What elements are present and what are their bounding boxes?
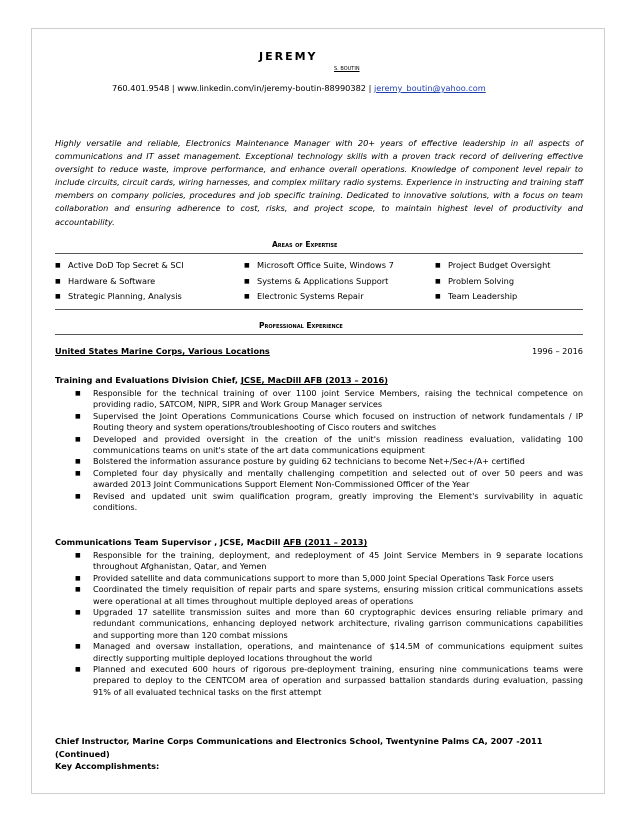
list-item: ■ Revised and updated unit swim qualification program, greatly improving the Element's survivability in aquatic conditions. (75, 490, 583, 513)
contact-info: 760.401.9548 | www.linkedin.com/in/jeremy-boutin-88990382 | (112, 83, 374, 93)
list-item: ■ Provided satellite and data communications support to more than 5,000 Joint Special Operations Task Force users (75, 572, 554, 583)
role-2-bullets (55, 550, 583, 698)
expertise-heading: Areas of Expertise (272, 240, 338, 249)
expertise-item: ■ Microsoft Office Suite, Windows 7 (244, 260, 394, 270)
contact-line (112, 83, 486, 93)
list-item: ■ Managed and oversaw installation, operations, and maintenance of $14.5M of communications equipment suites directly supporting multiple deployed locations throughout the world (75, 641, 583, 663)
role-3-block (55, 735, 583, 773)
list-item: ■ Bolstered the information assurance posture by guiding 62 technicians to become Net+/Sec+/A+ certified (75, 456, 525, 467)
list-item: ■ Upgraded 17 satellite transmission suites and more than 60 cryptographic devices ensuring reliable primary and redundant communications, enhancing deployed network architecture, rivaling garrison communications capabilities and supporting more than 120 combat missions (75, 607, 583, 640)
list-item: ■ Planned and executed 600 hours of rigorous pre-deployment training, ensuring nine communications teams were prepared to deploy to the CENTCOM area of operation and surpassed battalion standards during evaluation, passing 91% of all evaluated technical tasks on the first attempt (75, 664, 583, 697)
expertise-item: ■ Systems & Applications Support (244, 275, 389, 286)
first-name: JEREMY (259, 50, 318, 63)
organization-dates: 1996 – 2016 (532, 346, 583, 356)
expertise-item: ■ Active DoD Top Secret & SCI (55, 260, 184, 270)
expertise-col-1 (55, 260, 184, 307)
role-3-title: Chief Instructor, Marine Corps Communications and Electronics School, Twentynine Palms CA, 2007 -2011 (Continued) (55, 736, 543, 759)
role-2-title: Communications Team Supervisor , JCSE, MacDill AFB (2011 – 2013) (55, 537, 368, 547)
list-item: ■ Coordinated the timely requisition of repair parts and spare systems, ensuring mission critical communications assets were operational at all times throughout multiple deployed areas of operations (75, 584, 583, 606)
summary-paragraph: Highly versatile and reliable, Electronics Maintenance Manager with 20+ years of effective leadership in all aspects of communications and IT asset management. Exceptional technology skills with a proven track record of delivering effective oversight to reduce waste, improve performance, and enhance overall operations. Knowledge of component level repair to include circuits, circuit cards, wiring harnesses, and complex military radio systems. Experience in instructing and training staff members on company policies, procedures and job specific training. Dedicated to innovative solutions, with a focus on team collaboration and ensuring adherence to cost, risks, and project scope, to maintain highest level of productivity and accountability. (55, 138, 583, 227)
experience-heading: Professional Experience (259, 321, 343, 330)
expertise-item: ■ Electronic Systems Repair (244, 291, 364, 301)
list-item: ■ Responsible for the technical training of over 1100 joint Service Members, raising the technical competence on providing radio, SATCOM, NIPR, SIPR and Work Group Manager services (75, 388, 583, 410)
experience-divider-top (55, 309, 583, 310)
experience-divider-bottom (55, 334, 583, 335)
list-item: ■ Responsible for the training, deployment, and redeployment of 45 Joint Service Members in 9 separate locations throughout Afghanistan, Qatar, and Yemen (75, 550, 583, 572)
expertise-item: ■ Strategic Planning, Analysis (55, 291, 182, 301)
role-1-bullets (55, 388, 583, 513)
last-name: S. BOUTIN (334, 66, 360, 72)
organization-name: United States Marine Corps, Various Locations (55, 346, 270, 356)
key-accomplishments-heading: Key Accomplishments: (55, 761, 160, 771)
role-1-title: Training and Evaluations Division Chief, JCSE, MacDill AFB (2013 – 2016) (55, 375, 388, 385)
email-link[interactable]: jeremy_boutin@yahoo.com (373, 83, 486, 93)
expertise-item: ■ Hardware & Software (55, 275, 156, 286)
list-item: ■ Supervised the Joint Operations Communications Course which focused on instruction of network fundamentals / IP Routing theory and system operations/troubleshooting of Cisco routers and switches (75, 410, 583, 433)
expertise-col-3 (435, 260, 551, 307)
expertise-item: ■ Team Leadership (435, 291, 518, 301)
list-item: ■ Completed four day physically and mentally challenging competition and selected out of over 50 peers and was awarded 2013 Joint Communications Support Element Non-Commissioned Officer of the Year (75, 467, 583, 490)
list-item: ■ Developed and provided oversight in the creation of the unit's mission readiness evaluation, validating 100 communications teams on unit's state of the art data communications equipment (75, 433, 583, 456)
organization-line (55, 346, 583, 356)
expertise-item: ■ Project Budget Oversight (435, 260, 551, 270)
expertise-divider (55, 253, 583, 254)
expertise-col-2 (244, 260, 394, 307)
expertise-item: ■ Problem Solving (435, 275, 515, 286)
